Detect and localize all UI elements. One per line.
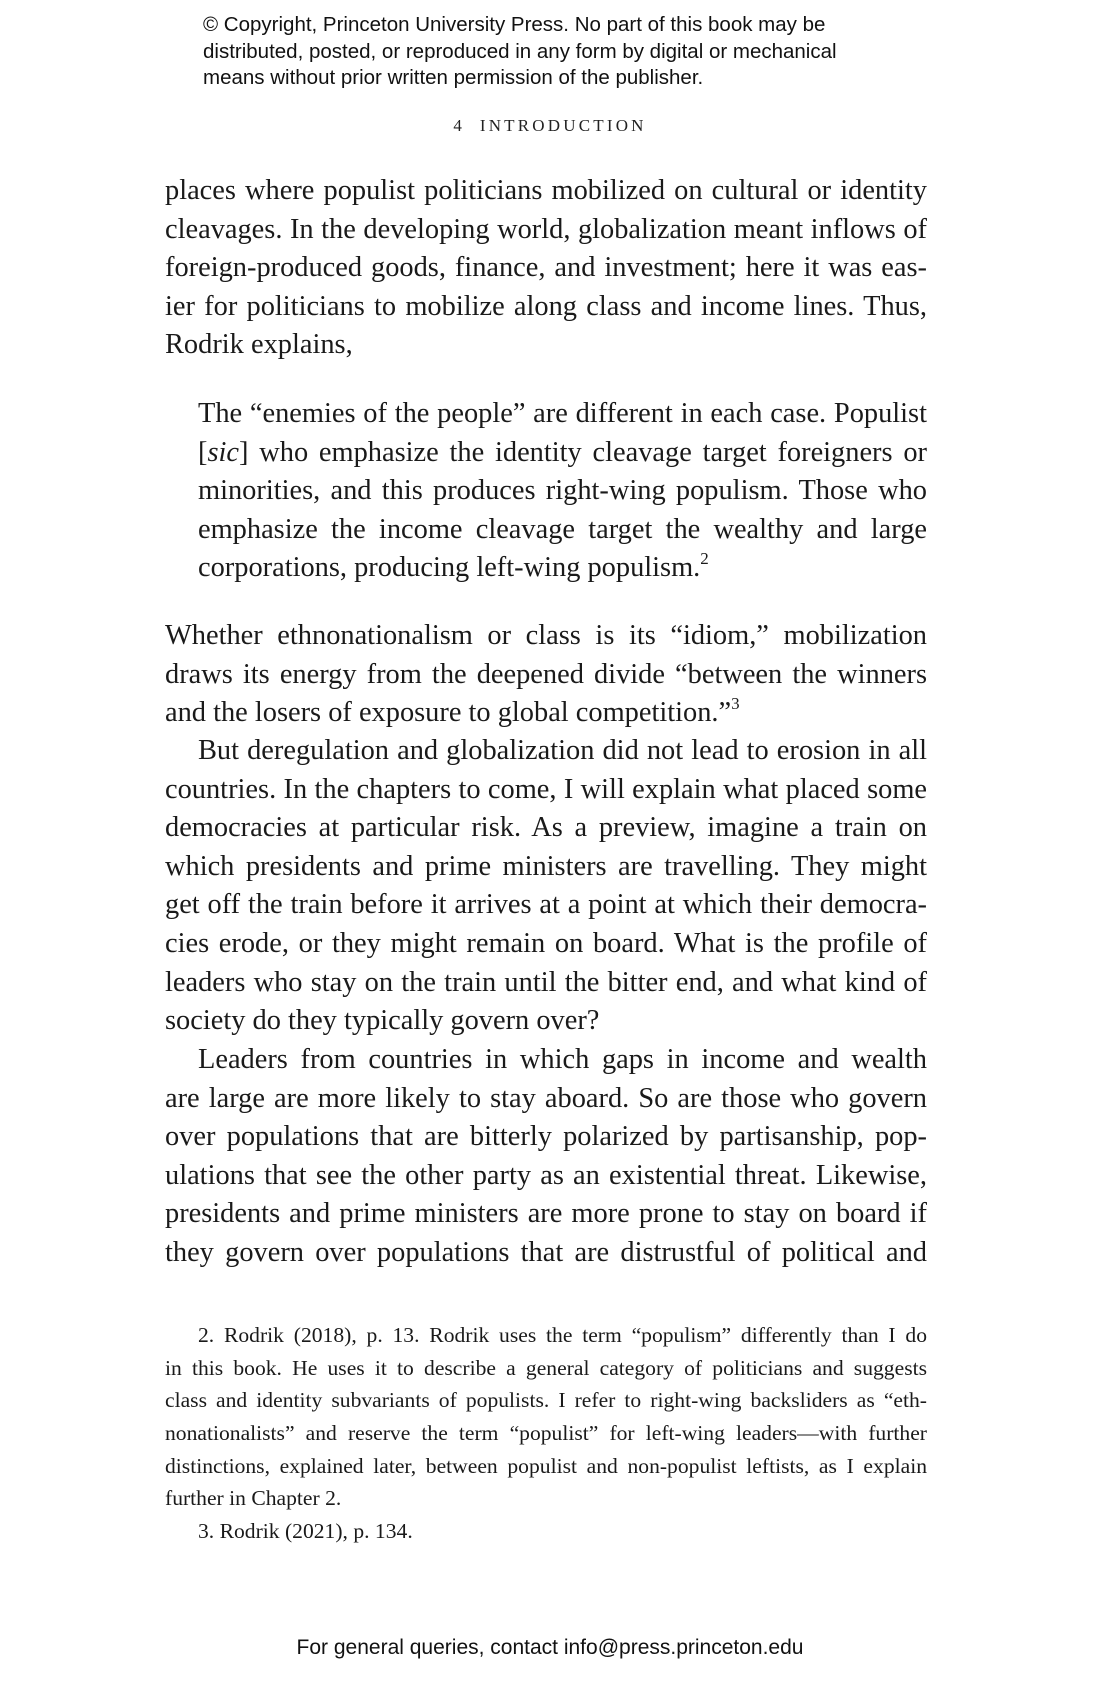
footnote-line: further in Chapter 2. <box>165 1486 342 1511</box>
text-line: ulations that see the other party as an existential threat. Likewise, <box>165 1159 927 1191</box>
footnote-ref: 2 <box>700 548 709 568</box>
text-line: draws its energy from the deepened divide “between the winners <box>165 658 927 690</box>
quote-line: emphasize the income cleavage target the wealthy and large <box>198 513 927 545</box>
footnotes <box>165 1319 927 1548</box>
text-line: countries. In the chapters to come, I will explain what placed some <box>165 773 927 805</box>
bracket: [ <box>198 436 208 468</box>
footer-contact: For general queries, contact info@press.princeton.edu <box>296 1636 804 1659</box>
footnote-line: in this book. He uses it to describe a general category of politicians and suggests <box>165 1355 927 1380</box>
text-line: they govern over populations that are distrustful of political and <box>165 1236 927 1268</box>
quote-text: ] who emphasize the identity cleavage target foreigners or <box>239 436 927 468</box>
quote-line <box>198 434 927 473</box>
text-line: presidents and prime ministers are more prone to stay on board if <box>165 1198 927 1230</box>
text-line: over populations that are bitterly polarized by partisanship, pop- <box>165 1121 927 1153</box>
copyright-line: © Copyright, Princeton University Press. No part of this book may be <box>203 13 826 36</box>
text-line: foreign-produced goods, finance, and investment; here it was eas- <box>165 252 927 284</box>
paragraph-1 <box>165 172 927 365</box>
paragraph-4 <box>165 1041 927 1273</box>
page-number: 4 <box>453 116 462 135</box>
text-line: ier for politicians to mobilize along class and income lines. Thus, <box>165 290 927 322</box>
copyright-line: distributed, posted, or reproduced in any form by digital or mechanical <box>203 39 837 63</box>
text-line <box>165 694 927 733</box>
text-line: democracies at particular risk. As a preview, imagine a train on <box>165 812 927 844</box>
text-line: which presidents and prime ministers are travelling. They might <box>165 850 927 882</box>
footnote-line: class and identity subvariants of populists. I refer to right-wing backsliders as “eth- <box>165 1388 927 1413</box>
block-quote <box>198 395 927 588</box>
text-line: Leaders from countries in which gaps in income and wealth <box>198 1044 927 1075</box>
quote-line: minorities, and this produces right-wing populism. Those who <box>198 475 927 507</box>
copyright-notice <box>203 12 923 92</box>
running-head <box>0 116 1100 136</box>
quote-line: The “enemies of the people” are different in each case. Populist <box>198 398 927 429</box>
quote-line <box>198 549 927 588</box>
running-title: INTRODUCTION <box>479 116 647 135</box>
text-line: Whether ethnonationalism or class is its “idiom,” mobilization <box>165 620 927 651</box>
text-line: are large are more likely to stay aboard. So are those who govern <box>165 1082 927 1114</box>
text-line: places where populist politicians mobilized on cultural or identity <box>165 175 927 206</box>
footnote-line: distinctions, explained later, between populist and non-populist leftists, as I explain <box>165 1453 927 1478</box>
text-span: and the losers of exposure to global competition.” <box>165 697 732 729</box>
paragraph-3 <box>165 732 927 1041</box>
text-line: cies erode, or they might remain on board. What is the profile of <box>165 927 927 959</box>
paragraph-2 <box>165 617 927 733</box>
footnote-line: 2. Rodrik (2018), p. 13. Rodrik uses the term “populism” differently than I do <box>198 1323 927 1347</box>
text-line: get off the train before it arrives at a point at which their democra- <box>165 889 927 921</box>
sic-marker: sic <box>207 436 240 468</box>
text-line: leaders who stay on the train until the bitter end, and what kind of <box>165 966 927 998</box>
footnote-ref: 3 <box>731 693 740 713</box>
text-line: Rodrik explains, <box>165 329 353 361</box>
footnote-line: nonationalists” and reserve the term “populist” for left-wing leaders—with further <box>165 1421 927 1446</box>
text-line: But deregulation and globalization did not lead to erosion in all <box>198 735 927 766</box>
copyright-line: means without prior written permission of the publisher. <box>203 66 704 89</box>
text-line: cleavages. In the developing world, globalization meant inflows of <box>165 213 927 245</box>
text-line: society do they typically govern over? <box>165 1005 600 1037</box>
footnote-3: 3. Rodrik (2021), p. 134. <box>198 1519 413 1544</box>
quote-text: corporations, producing left-wing populism. <box>198 552 701 584</box>
